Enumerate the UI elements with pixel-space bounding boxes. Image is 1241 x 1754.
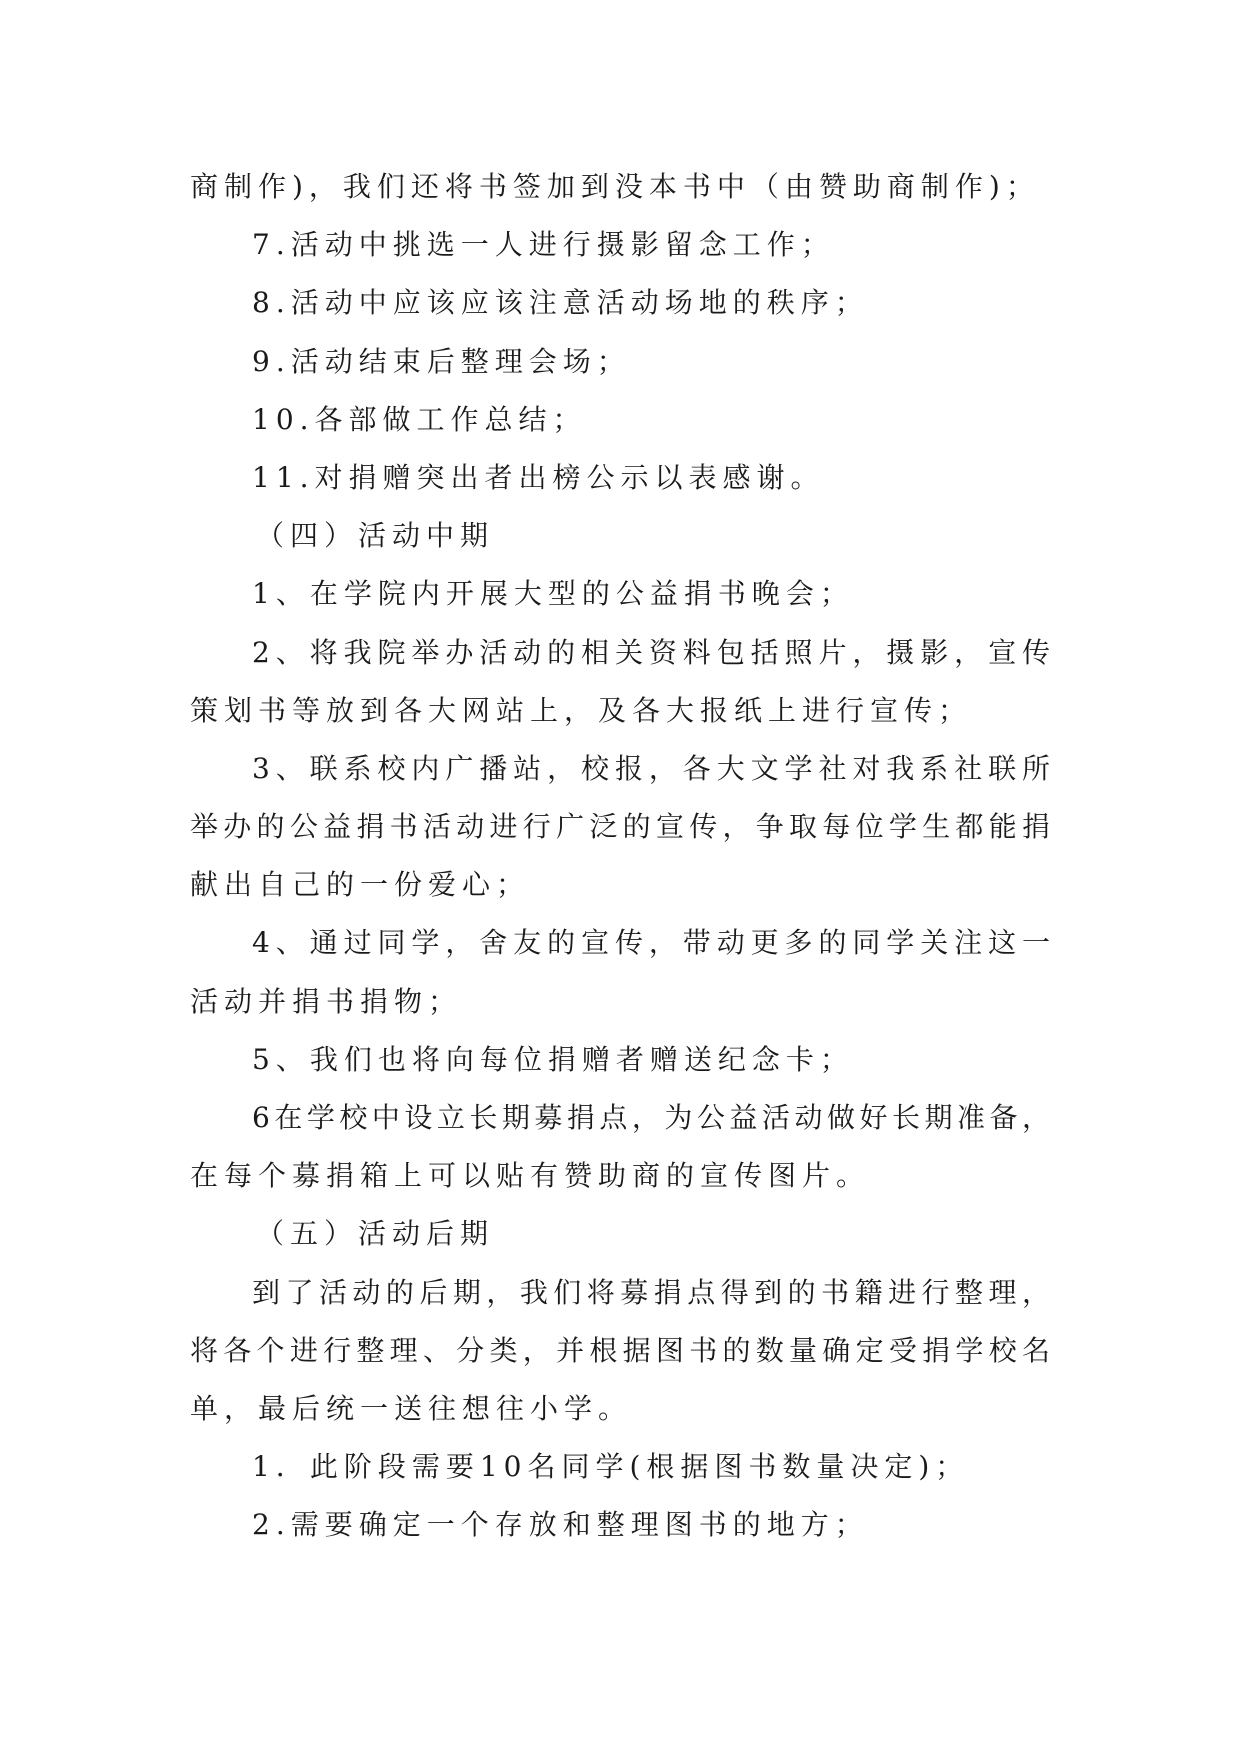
paragraph-line: 策划书等放到各大网站上，及各大报纸上进行宣传； (190, 693, 973, 727)
list-item: 2.需要确定一个存放和整理图书的地方； (252, 1508, 869, 1542)
section-heading: （四）活动中期 (256, 519, 495, 553)
paragraph-line: 献出自己的一份爱心； (190, 868, 531, 902)
paragraph-line: 在每个募捐箱上可以贴有赞助商的宣传图片。 (190, 1159, 871, 1193)
paragraph-line: 活动并捐书捐物； (190, 984, 463, 1018)
list-item: 2、将我院举办活动的相关资料包括照片，摄影，宣传 (252, 635, 1052, 669)
list-item: 11.对捐赠突出者出榜公示以表感谢。 (252, 460, 825, 494)
list-item: 9.活动结束后整理会场； (252, 344, 631, 378)
paragraph-line: 到了活动的后期，我们将募捐点得到的书籍进行整理， (252, 1275, 1052, 1309)
list-item: 6在学校中设立长期募捐点，为公益活动做好长期准备， (252, 1101, 1052, 1134)
document-body (190, 158, 1052, 1555)
list-item: 8.活动中应该应该注意活动场地的秩序； (252, 286, 869, 320)
list-item: 1．此阶段需要10名同学(根据图书数量决定)； (252, 1450, 970, 1484)
section-heading: （五）活动后期 (256, 1217, 495, 1251)
paragraph-line: 举办的公益捐书活动进行广泛的宣传，争取每位学生都能捐 (190, 810, 1052, 844)
list-item: 4、通过同学，舍友的宣传，带动更多的同学关注这一 (252, 926, 1052, 960)
list-item: 7.活动中挑选一人进行摄影留念工作； (252, 228, 835, 262)
paragraph-line: 单，最后统一送往想往小学。 (190, 1391, 633, 1425)
list-item: 10.各部做工作总结； (252, 402, 587, 436)
list-item: 3、联系校内广播站，校报，各大文学社对我系社联所 (252, 751, 1052, 785)
paragraph-line: 将各个进行整理、分类，并根据图书的数量确定受捐学校名 (190, 1333, 1052, 1367)
list-item: 1、在学院内开展大型的公益捐书晚会； (252, 577, 854, 611)
list-item: 5、我们也将向每位捐赠者赠送纪念卡； (252, 1042, 854, 1076)
paragraph-line: 商制作)，我们还将书签加到没本书中（由赞助商制作)； (190, 170, 1040, 203)
